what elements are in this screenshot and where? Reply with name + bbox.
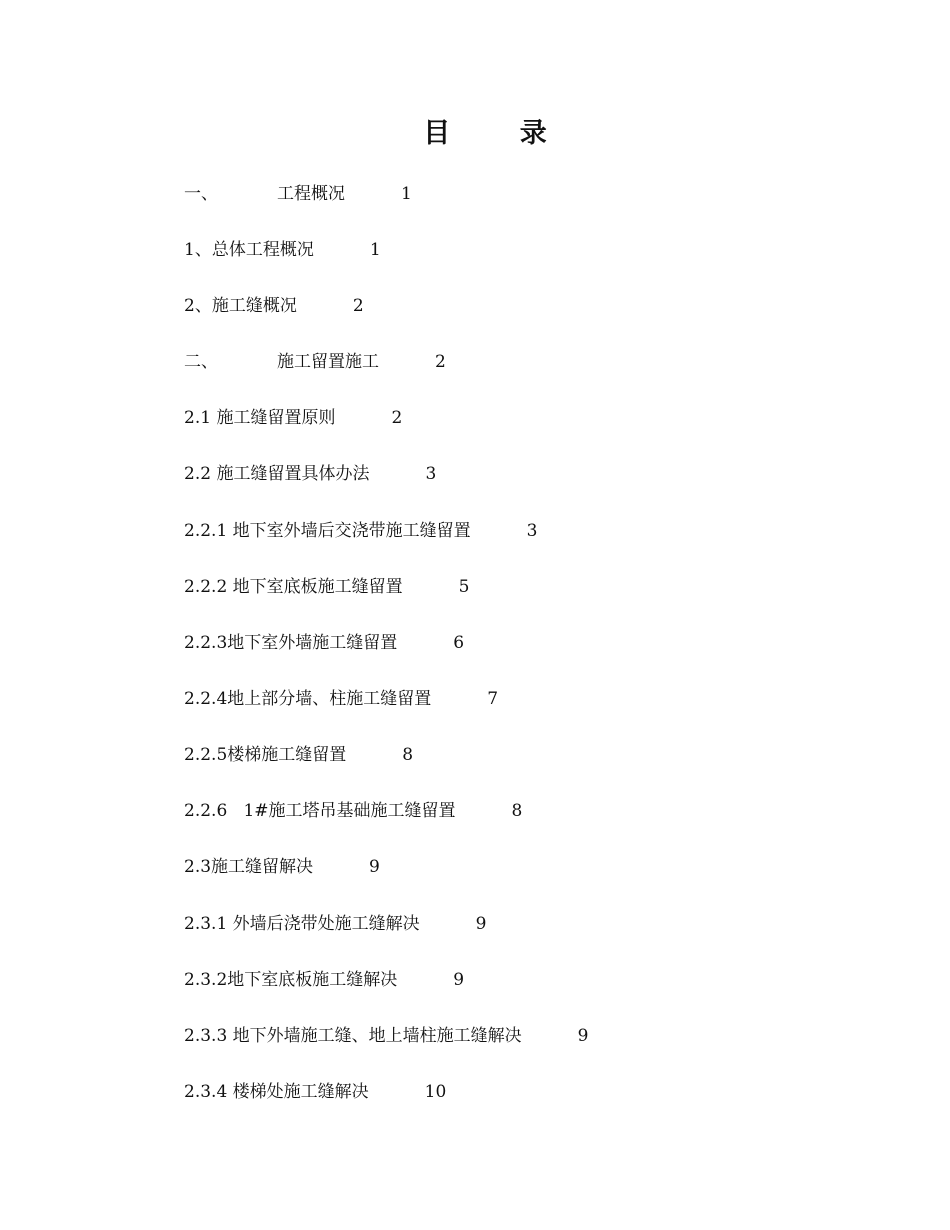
toc-page-number: 9 bbox=[453, 970, 465, 990]
toc-page-number: 2 bbox=[391, 408, 403, 428]
toc-entry[interactable] bbox=[184, 462, 436, 486]
toc-entry-title: 2.3.3 地下外墙施工缝、地上墙柱施工缝解决 bbox=[184, 1026, 522, 1046]
toc-entry-title: 1、总体工程概况 bbox=[184, 240, 314, 260]
toc-page-number: 8 bbox=[511, 801, 523, 821]
toc-entry-title: 2.3施工缝留解决 bbox=[184, 857, 314, 877]
toc-page-number: 7 bbox=[487, 689, 499, 709]
toc-entry[interactable] bbox=[184, 1024, 589, 1048]
toc-entry[interactable] bbox=[184, 406, 402, 430]
toc-entry[interactable] bbox=[184, 743, 413, 767]
toc-entry-title: 2.2.1 地下室外墙后交浇带施工缝留置 bbox=[184, 521, 471, 541]
toc-page-number: 1 bbox=[401, 184, 412, 204]
toc-entry[interactable] bbox=[184, 238, 381, 262]
toc-entry[interactable] bbox=[184, 350, 446, 374]
toc-entry-title: 工程概况 bbox=[277, 184, 345, 204]
page-title: 目 录 bbox=[423, 118, 577, 149]
toc-chapter-number: 二、 bbox=[184, 352, 218, 372]
toc-entry[interactable] bbox=[184, 1080, 446, 1104]
toc-page-number: 9 bbox=[577, 1026, 589, 1046]
toc-page-number: 9 bbox=[475, 914, 487, 934]
toc-entry[interactable] bbox=[184, 912, 487, 936]
toc-page-number: 5 bbox=[458, 577, 470, 597]
toc-entry[interactable] bbox=[184, 519, 538, 543]
toc-chapter-number: 一、 bbox=[184, 184, 218, 204]
toc-entry-title: 2.3.2地下室底板施工缝解决 bbox=[184, 970, 398, 990]
toc-entry-title: 2.1 施工缝留置原则 bbox=[184, 408, 336, 428]
toc-entry[interactable] bbox=[184, 182, 412, 206]
toc-entry-title: 2.2.6 1#施工塔吊基础施工缝留置 bbox=[184, 801, 456, 821]
toc-entry-title: 2.2.4地上部分墙、柱施工缝留置 bbox=[184, 689, 432, 709]
toc-entry[interactable] bbox=[184, 687, 498, 711]
toc-page-number: 3 bbox=[425, 464, 437, 484]
toc-entry-title: 施工留置施工 bbox=[277, 352, 379, 372]
toc-entry[interactable] bbox=[184, 799, 522, 823]
toc-entry-title: 2.3.4 楼梯处施工缝解决 bbox=[184, 1082, 369, 1102]
toc-entry[interactable] bbox=[184, 968, 464, 992]
toc-entry-title: 2、施工缝概况 bbox=[184, 296, 297, 316]
toc-page-number: 6 bbox=[453, 633, 465, 653]
toc-page-number: 10 bbox=[424, 1082, 447, 1102]
toc-page-number: 2 bbox=[352, 296, 364, 316]
toc-entry[interactable] bbox=[184, 575, 470, 599]
toc-entry[interactable] bbox=[184, 294, 364, 318]
toc-page-number: 2 bbox=[435, 352, 446, 372]
toc-page-number: 9 bbox=[369, 857, 380, 877]
toc-entry-title: 2.3.1 外墙后浇带处施工缝解决 bbox=[184, 914, 420, 934]
toc-entry-title: 2.2 施工缝留置具体办法 bbox=[184, 464, 370, 484]
toc-page-number: 8 bbox=[402, 745, 414, 765]
toc-entry-title: 2.2.3地下室外墙施工缝留置 bbox=[184, 633, 398, 653]
toc-page-number: 3 bbox=[526, 521, 538, 541]
toc-entry-title: 2.2.2 地下室底板施工缝留置 bbox=[184, 577, 403, 597]
toc-entry[interactable] bbox=[184, 631, 464, 655]
toc-entry-title: 2.2.5楼梯施工缝留置 bbox=[184, 745, 347, 765]
toc-page-number: 1 bbox=[369, 240, 381, 260]
toc-entry[interactable] bbox=[184, 855, 380, 879]
